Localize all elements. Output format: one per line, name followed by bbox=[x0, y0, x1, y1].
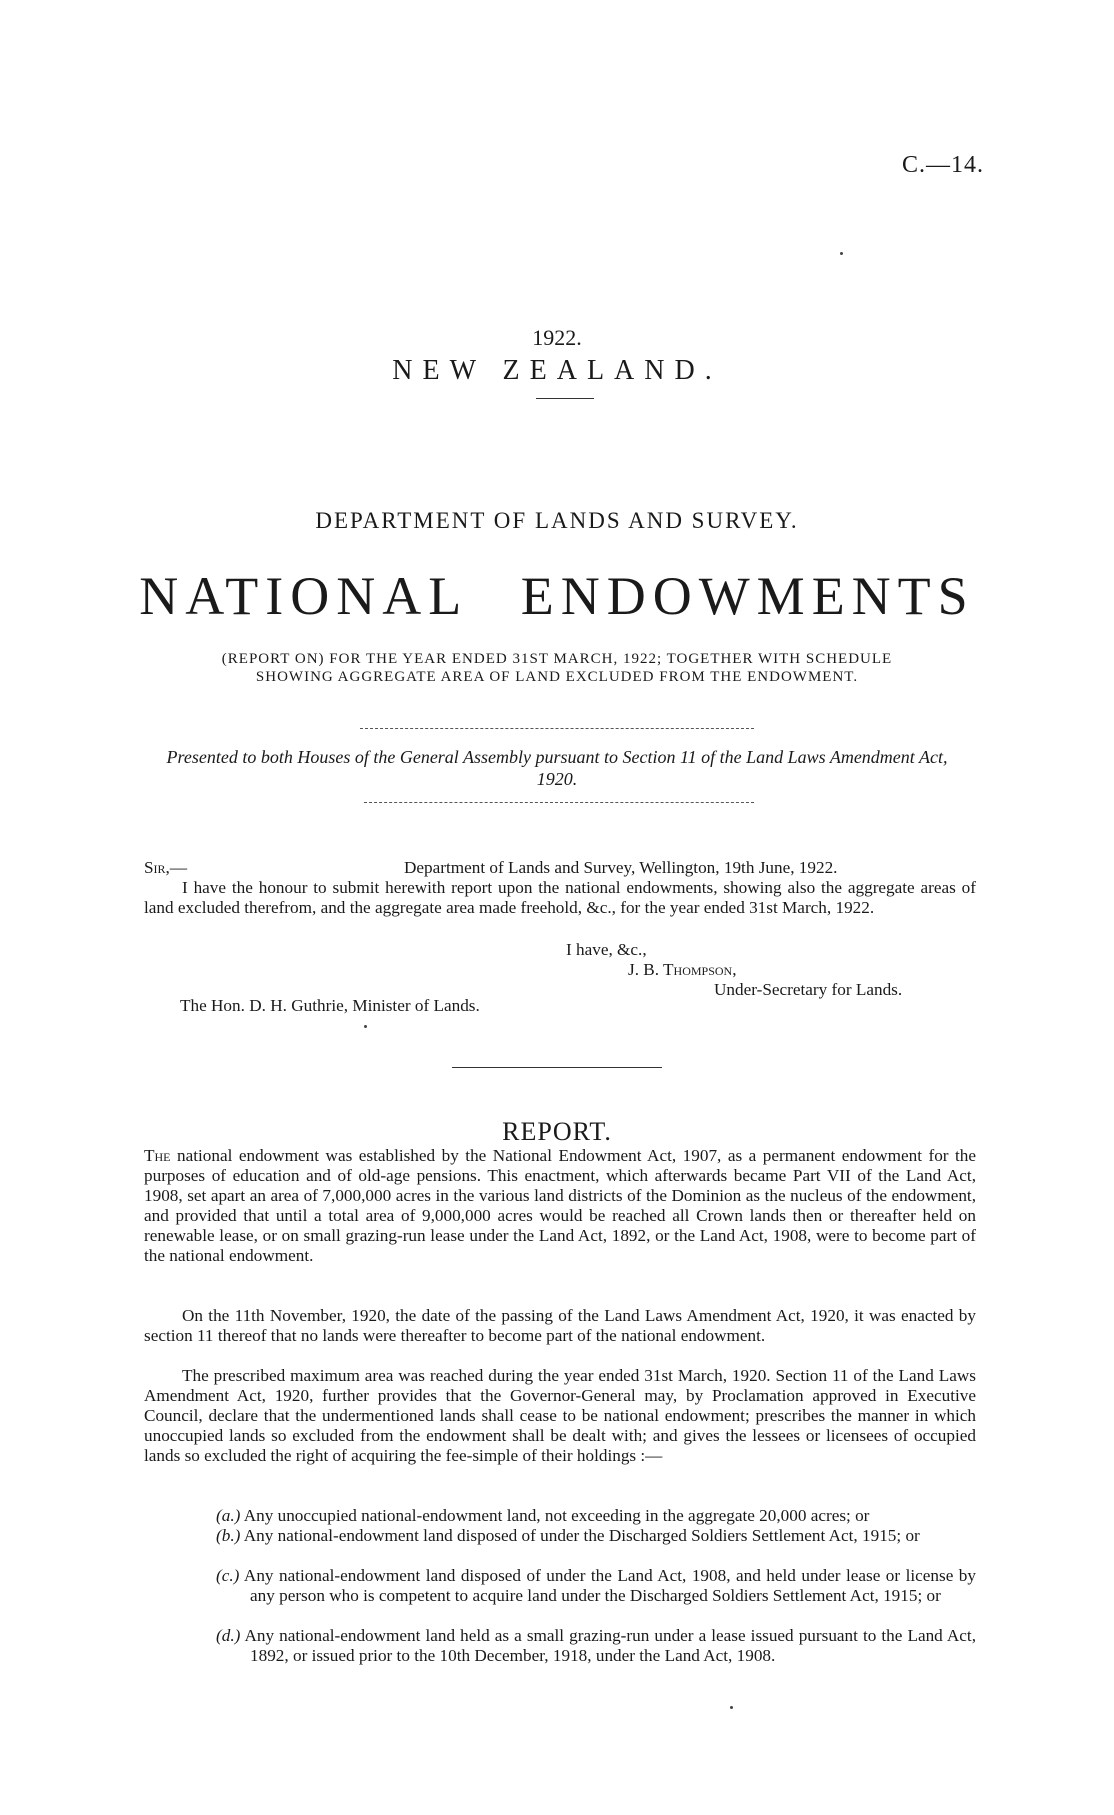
report-year: 1922. bbox=[532, 325, 582, 350]
letter-signatory: J. B. Thompson, bbox=[628, 960, 737, 979]
subtitle-line-1: (REPORT ON) FOR THE YEAR ENDED 31ST MARCH, 1922; TOGETHER WITH SCHEDULE bbox=[221, 651, 893, 667]
report-paragraph-3: The prescribed maximum area was reached during the year ended 31st March, 1920. Section 11 of the Land Laws Amendment Act, 1920, further provides that the Governor-General may, by Proclamation approved in Executive Council, declare that the undermentioned lands shall cease to be national endowment; prescribes the manner in which unoccupied lands so excluded from the endowment shall be dealt with; and gives the lessees or licensees of occupied lands so excluded the right of acquiring the fee-simple of their holdings :— bbox=[144, 1366, 976, 1465]
section-divider bbox=[452, 1067, 662, 1068]
list-item bbox=[216, 1626, 976, 1666]
list-item bbox=[216, 1526, 976, 1546]
report-heading: REPORT. bbox=[502, 1117, 612, 1146]
report-paragraph-1 bbox=[144, 1146, 976, 1266]
paper-speck bbox=[730, 1706, 733, 1709]
letter-body: I have the honour to submit herewith report upon the national endowments, showing also the aggregate areas of land excluded therefrom, and the aggregate area made freehold, &c., for the year ended 31st March, 1922. bbox=[144, 878, 976, 917]
report-paragraph-2: On the 11th November, 1920, the date of the passing of the Land Laws Amendment Act, 1920, it was enacted by section 11 thereof that no lands were thereafter to become part of the national endowment. bbox=[144, 1306, 976, 1345]
list-item bbox=[216, 1566, 976, 1606]
list-item-id: (b.) bbox=[216, 1526, 241, 1545]
list-item-text: Any national-endowment land disposed of under the Land Act, 1908, and held under lease or license by any person who is competent to acquire land under the Discharged Soldiers Settlement Act, 1915; or bbox=[243, 1566, 976, 1605]
list-item-text: Any national-endowment land disposed of under the Discharged Soldiers Settlement Act, 1915; or bbox=[243, 1526, 920, 1545]
document-subtitle bbox=[130, 650, 984, 686]
subtitle-line-2: SHOWING AGGREGATE AREA OF LAND EXCLUDED FROM THE ENDOWMENT. bbox=[255, 669, 859, 685]
letter-closing: I have, &c., bbox=[566, 940, 647, 959]
list-item-id: (d.) bbox=[216, 1626, 241, 1645]
heading-rule bbox=[536, 398, 594, 399]
list-item-id: (c.) bbox=[216, 1566, 240, 1585]
letter-salutation: Sir,— bbox=[144, 858, 188, 877]
country-heading: NEW ZEALAND. bbox=[392, 355, 722, 386]
paper-speck bbox=[364, 1025, 367, 1028]
letter-addressee: The Hon. D. H. Guthrie, Minister of Lands. bbox=[180, 996, 480, 1015]
list-item-text: Any unoccupied national-endowment land, not exceeding in the aggregate 20,000 acres; or bbox=[243, 1506, 870, 1525]
paragraph-lead-word: The bbox=[144, 1146, 171, 1165]
paragraph-text: national endowment was established by the National Endowment Act, 1907, as a permanent endowment for the purposes of education and of old-age pensions. This enactment, which afterwards became Part VII of the Land Act, 1908, set apart an area of 7,000,000 acres in the various land districts of the Dominion as the nucleus of the endowment, and provided that until a total area of 9,000,000 acres would be reached all Crown lands then or thereafter held on renewable lease, or on small grazing-run lease under the Land Act, 1892, or the Land Act, 1908, were to become part of the national endowment. bbox=[144, 1146, 976, 1265]
page-reference: C.—14. bbox=[901, 152, 984, 178]
paper-speck bbox=[840, 252, 843, 255]
list-item-id: (a.) bbox=[216, 1506, 241, 1525]
department-heading: DEPARTMENT OF LANDS AND SURVEY. bbox=[315, 508, 799, 533]
list-item bbox=[216, 1506, 976, 1526]
section-divider bbox=[364, 802, 754, 803]
letter-signatory-title: Under-Secretary for Lands. bbox=[714, 980, 903, 999]
presentation-note: Presented to both Houses of the General Assembly pursuant to Section 11 of the Land Laws Amendment Act, 1920. bbox=[166, 747, 948, 789]
letter-dateline: Department of Lands and Survey, Wellington, 19th June, 1922. bbox=[404, 858, 838, 877]
section-divider bbox=[360, 728, 754, 729]
list-item-text: Any national-endowment land held as a small grazing-run under a lease issued pursuant to the Land Act, 1892, or issued prior to the 10th December, 1918, under the Land Act, 1908. bbox=[244, 1626, 976, 1665]
document-title: NATIONAL ENDOWMENTS bbox=[139, 566, 975, 626]
